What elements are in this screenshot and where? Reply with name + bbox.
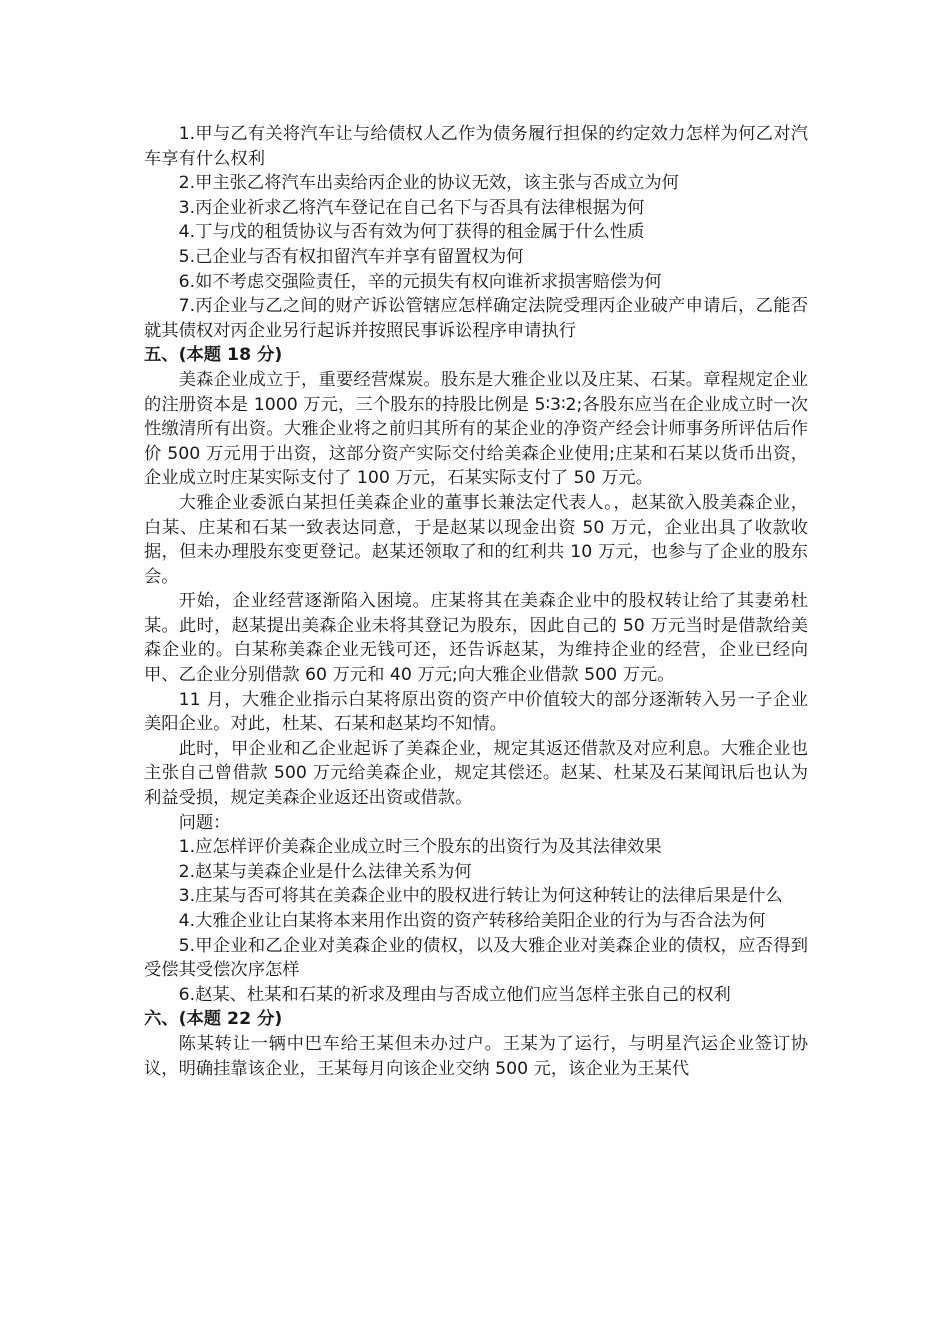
question-item: 6.赵某、杜某和石某的祈求及理由与否成立他们应当怎样主张自己的权利 xyxy=(178,984,731,1005)
question-item: 4.丁与戊的租赁协议与否有效为何丁获得的租金属于什么性质 xyxy=(178,222,645,243)
section-heading: 五、(本题 18 分) xyxy=(144,345,283,366)
body-paragraph: 此时，甲企业和乙企业起诉了美森企业，规定其返还借款及对应利息。大雅企业也主张自己曾借款 500 万元给美森企业，规定其偿还。赵某、杜某及石某闻讯后也认为利益受损，规定美森企业返还出资或借款。 xyxy=(144,738,808,809)
body-paragraph: 陈某转让一辆中巴车给王某但未办过户。王某为了运行，与明星汽运企业签订协议，明确挂靠该企业，王某每月向该企业交纳 500 元，该企业为王某代 xyxy=(144,1033,808,1079)
question-item: 2.甲主张乙将汽车出卖给丙企业的协议无效，该主张与否成立为何 xyxy=(178,173,679,194)
body-paragraph: 大雅企业委派白某担任美森企业的董事长兼法定代表人。，赵某欲入股美森企业，白某、庄某和石某一致表达同意，于是赵某以现金出资 50 万元，企业出具了收款收据，但未办理股东变更登记。赵某还领取了和的红利共 10 万元，也参与了企业的股东会。 xyxy=(144,492,808,587)
body-paragraph: 开始，企业经营逐渐陷入困境。庄某将其在美森企业中的股权转让给了其妻弟杜某。此时，赵某提出美森企业未将其登记为股东，因此自己的 50 万元当时是借款给美森企业的。白某称美森企业无钱可还，还告诉赵某，为维持企业的经营，企业已经向甲、乙企业分别借款 60 万元和 40 万元;向大雅企业借款 500 万元。 xyxy=(144,591,808,686)
question-item: 6.如不考虑交强险责任，辛的元损失有权向谁祈求损害赔偿为何 xyxy=(178,271,662,292)
question-item: 5.甲企业和乙企业对美森企业的债权，以及大雅企业对美森企业的债权，应否得到受偿其受偿次序怎样 xyxy=(144,935,808,981)
body-paragraph: 11 月，大雅企业指示白某将原出资的资产中价值较大的部分逐渐转入另一子企业美阳企业。对此，杜某、石某和赵某均不知情。 xyxy=(144,689,808,735)
document-page xyxy=(144,122,808,1081)
question-item: 1.应怎样评价美森企业成立时三个股东的出资行为及其法律效果 xyxy=(178,837,662,858)
question-item: 3.庄某与否可将其在美森企业中的股权进行转让为何这种转让的法律后果是什么 xyxy=(178,886,783,907)
question-item: 7.丙企业与乙之间的财产诉讼管辖应怎样确定法院受理丙企业破产申请后，乙能否就其债权对丙企业另行起诉并按照民事诉讼程序申请执行 xyxy=(144,296,808,341)
question-item: 1.甲与乙有关将汽车让与给债权人乙作为债务履行担保的约定效力怎样为何乙对汽车享有什么权利 xyxy=(144,124,808,169)
section-heading: 六、(本题 22 分) xyxy=(144,1009,283,1030)
question-item: 2.赵某与美森企业是什么法律关系为何 xyxy=(178,861,472,882)
questions-label: 问题： xyxy=(178,812,231,833)
question-item: 5.己企业与否有权扣留汽车并享有留置权为何 xyxy=(178,246,524,267)
question-item: 3.丙企业祈求乙将汽车登记在自己名下与否具有法律根据为何 xyxy=(178,197,645,218)
body-paragraph: 美森企业成立于，重要经营煤炭。股东是大雅企业以及庄某、石某。章程规定企业的注册资本是 1000 万元，三个股东的持股比例是 5∶3∶2;各股东应当在企业成立时一次性缴清所有出资。大雅企业将之前归其所有的某企业的净资产经会计师事务所评估后作价 500 万元用于出资，这部分资产实际交付给美森企业使用;庄某和石某以货币出资，企业成立时庄某实际支付了 100 万元，石某实际支付了 50 万元。 xyxy=(144,369,808,489)
question-item: 4.大雅企业让白某将本来用作出资的资产转移给美阳企业的行为与否合法为何 xyxy=(178,911,766,931)
